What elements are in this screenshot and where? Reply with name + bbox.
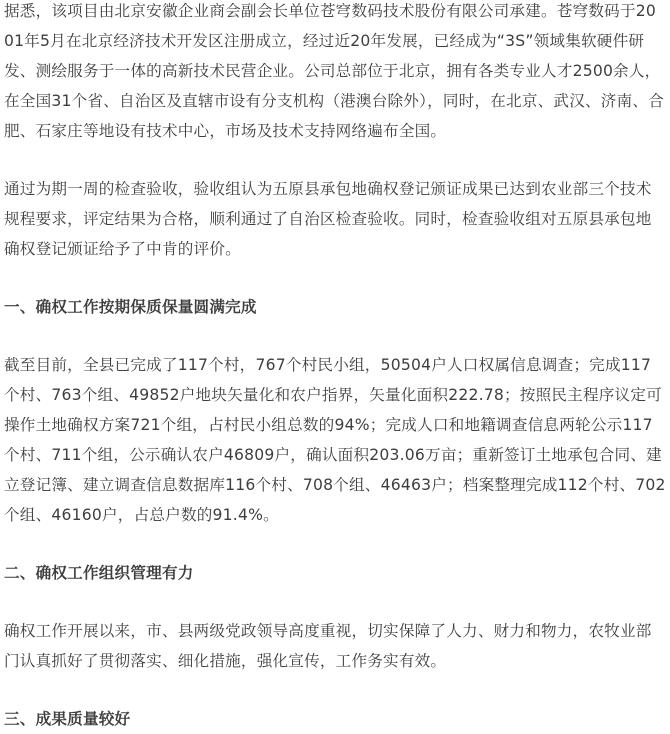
paragraph-spacer [4,530,666,558]
paragraph-organization: 确权工作开展以来，市、县两级党政领导高度重视，切实保障了人力、财力和物力，农牧业部门认真抓好了贯彻落实、细化措施，强化宣传，工作务实有效。 [4,622,652,670]
section-heading-2: 二、确权工作组织管理有力 [4,564,194,582]
paragraph-progress-stats: 截至目前，全县已完成了117个村，767个村民小组，50504户人口权属信息调查；完成117个村、763个组、49852户地块矢量化和农户指界，矢量化面积222.78；按照民主程序议定可操作土地确权方案721个组，占村民小组总数的94%；完成人口和地籍调查信息两轮公示117个村、711个组，公示确认农户46809户，确认面积203.06万亩；重新签订土地承包合同、建立登记簿、建立调查信息数据库116个村、708个组、46463户；档案整理完成112个村、702个组、46160户，占总户数的91.4%。 [4,356,666,524]
paragraph-inspection-result: 通过为期一周的检查验收，验收组认为五原县承包地确权登记颁证成果已达到农业部三个技术规程要求，评定结果为合格，顺利通过了自治区检查验收。同时，检查验收组对五原县承包地确权登记颁证给予了中肯的评价。 [4,180,652,258]
paragraph-spacer [4,676,666,704]
paragraph-spacer [4,146,666,174]
paragraph-spacer [4,322,666,350]
article-body [4,0,666,734]
paragraph-spacer [4,264,666,292]
section-heading-3: 三、成果质量较好 [4,710,131,728]
paragraph-company-intro: 据悉，该项目由北京安徽企业商会副会长单位苍穹数码技术股份有限公司承建。苍穹数码于2001年5月在北京经济技术开发区注册成立，经过近20年发展，已经成为“3S”领域集软硬件研发、测绘服务于一体的高新技术民营企业。公司总部位于北京，拥有各类专业人才2500余人，在全国31个省、自治区及直辖市设有分支机构（港澳台除外），同时，在北京、武汉、济南、合肥、石家庄等地设有技术中心，市场及技术支持网络遍布全国。 [4,2,664,140]
paragraph-spacer [4,588,666,616]
section-heading-1: 一、确权工作按期保质保量圆满完成 [4,298,257,316]
